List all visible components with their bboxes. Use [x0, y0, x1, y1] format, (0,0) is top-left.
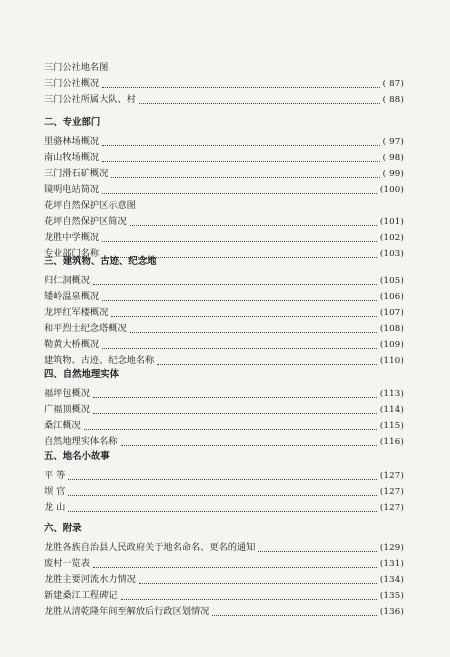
- toc-entry-page: (134): [379, 575, 404, 585]
- toc-entry-title: 镜明电站简况: [44, 184, 100, 195]
- toc-entry-page: (106): [379, 292, 404, 302]
- toc-entry-title: 龙 山: [44, 502, 66, 513]
- toc-entry-title: 三门公社地名图: [44, 62, 109, 73]
- toc-entry-page: (127): [379, 487, 404, 497]
- dot-leader: [68, 510, 377, 512]
- toc-entry-page: (114): [379, 405, 404, 415]
- toc-entry-page: (103): [379, 249, 404, 259]
- toc-entry-title: 花坪自然保护区示意图: [44, 200, 136, 211]
- toc-entry: [44, 468, 404, 484]
- toc-entry-page: (131): [379, 559, 404, 569]
- toc-entry: [44, 572, 404, 588]
- toc-entry: [44, 500, 404, 516]
- toc-entry: [44, 92, 404, 108]
- toc-entry: [44, 604, 404, 620]
- toc-entry-title: 矮岭温泉概况: [44, 291, 100, 302]
- toc-entry: [44, 150, 404, 166]
- toc-entry-title: 勒黄大桥概况: [44, 339, 100, 350]
- toc-entry-title: 福坪包概况: [44, 388, 90, 399]
- dot-leader: [102, 347, 377, 349]
- toc-entry-title: 花坪自然保护区简况: [44, 216, 127, 227]
- dot-leader: [68, 478, 377, 480]
- toc-entry-title: 三门公社概况: [44, 78, 100, 89]
- toc-entry-title: 南山牧场概况: [44, 152, 100, 163]
- toc-entry: [44, 418, 404, 434]
- toc-entry: [44, 321, 404, 337]
- toc-entry-page: (101): [379, 217, 404, 227]
- toc-section-appendix: [44, 520, 404, 620]
- dot-leader: [84, 428, 377, 430]
- dot-leader: [130, 331, 377, 333]
- toc-entry: [44, 60, 404, 76]
- toc-entry: [44, 337, 404, 353]
- toc-entry-title: 龙胜中学概况: [44, 232, 100, 243]
- dot-leader: [68, 494, 377, 496]
- dot-leader: [93, 283, 377, 285]
- dot-leader: [102, 86, 380, 88]
- toc-entry-page: (109): [379, 340, 404, 350]
- toc-entry: [44, 198, 404, 214]
- toc-entry-page: (102): [379, 233, 404, 243]
- toc-entry-title: 龙胜各族自治县人民政府关于地名命名、更名的通知: [44, 542, 256, 553]
- section-heading: 三、建筑物、古迹、纪念地: [44, 256, 157, 267]
- dot-leader: [102, 240, 377, 242]
- toc-section-sanmen: [44, 60, 404, 108]
- toc-entry-page: ( 87): [382, 79, 404, 89]
- toc-entry-page: (116): [379, 437, 404, 447]
- dot-leader: [93, 412, 377, 414]
- section-heading: 六、附录: [44, 523, 82, 534]
- toc-entry: [44, 166, 404, 182]
- toc-entry-page: (100): [379, 185, 404, 195]
- dot-leader: [157, 363, 377, 365]
- toc-entry: [44, 305, 404, 321]
- toc-entry-page: (115): [379, 421, 404, 431]
- dot-leader: [258, 550, 377, 552]
- toc-entry-title: 新建桑江工程碑记: [44, 590, 118, 601]
- toc-entry-title: 废村一览表: [44, 558, 90, 569]
- toc-entry: [44, 386, 404, 402]
- toc-entry-title: 专业部门名称: [44, 248, 100, 259]
- toc-section-place-name-stories: [44, 448, 404, 516]
- toc-entry-page: (129): [379, 543, 404, 553]
- toc-entry-title: 三门公社所属大队、村: [44, 94, 136, 105]
- dot-leader: [93, 566, 377, 568]
- toc-entry-title: 桑江概况: [44, 420, 81, 431]
- toc-entry-page: (127): [379, 471, 404, 481]
- toc-entry-page: (105): [379, 276, 404, 286]
- toc-entry: [44, 402, 404, 418]
- toc-entry-page: (127): [379, 503, 404, 513]
- toc-entry-title: 三门滑石矿概况: [44, 168, 109, 179]
- toc-section-buildings-sites: [44, 253, 404, 369]
- section-heading: 二、专业部门: [44, 117, 101, 128]
- toc-entry: [44, 540, 404, 556]
- dot-leader: [139, 102, 380, 104]
- toc-entry-page: (107): [379, 308, 404, 318]
- toc-entry: [44, 230, 404, 246]
- toc-entry-title: 龙胜主要河流水力情况: [44, 574, 136, 585]
- dot-leader: [121, 598, 377, 600]
- toc-entry-title: 平 等: [44, 470, 66, 481]
- section-heading: 五、地名小故事: [44, 451, 110, 462]
- toc-entry-title: 里骆林场概况: [44, 136, 100, 147]
- toc-entry-page: (110): [379, 356, 404, 366]
- toc-entry-page: ( 99): [382, 169, 404, 179]
- dot-leader: [102, 192, 377, 194]
- toc-entry: [44, 76, 404, 92]
- toc-entry: [44, 214, 404, 230]
- dot-leader: [121, 444, 377, 446]
- toc-entry-page: ( 97): [382, 137, 404, 147]
- toc-entry-page: ( 98): [382, 153, 404, 163]
- toc-entry-title: 自然地理实体名称: [44, 436, 118, 447]
- dot-leader: [102, 299, 377, 301]
- toc-entry-page: ( 88): [382, 95, 404, 105]
- toc-entry-title: 广福顶概况: [44, 404, 90, 415]
- toc-entry: [44, 588, 404, 604]
- toc-entry: [44, 289, 404, 305]
- toc-section-natural-geography: [44, 366, 404, 450]
- dot-leader: [93, 396, 377, 398]
- toc-entry-title: 归仁洞概况: [44, 275, 90, 286]
- dot-leader: [139, 582, 377, 584]
- dot-leader: [111, 315, 377, 317]
- toc-entry-title: 坝 官: [44, 486, 66, 497]
- dot-leader: [111, 176, 379, 178]
- toc-entry-title: 和平烈士纪念塔概况: [44, 323, 127, 334]
- dot-leader: [102, 144, 380, 146]
- toc-entry-page: (108): [379, 324, 404, 334]
- toc-entry: [44, 273, 404, 289]
- toc-entry: [44, 556, 404, 572]
- dot-leader: [212, 614, 377, 616]
- toc-section-specialized-departments: [44, 114, 404, 262]
- toc-entry-page: (113): [379, 389, 404, 399]
- dot-leader: [102, 160, 380, 162]
- toc-entry: [44, 134, 404, 150]
- toc-entry: [44, 484, 404, 500]
- dot-leader: [130, 224, 377, 226]
- section-heading: 四、自然地理实体: [44, 369, 120, 380]
- toc-entry-title: 龙坪红军楼概况: [44, 307, 109, 318]
- toc-entry-title: 建筑物、古迹、纪念地名称: [44, 355, 155, 366]
- toc-entry-title: 龙胜从清乾隆年间至解放后行政区划情况: [44, 606, 210, 617]
- toc-entry: [44, 182, 404, 198]
- toc-entry-page: (136): [379, 607, 404, 617]
- toc-entry-page: (135): [379, 591, 404, 601]
